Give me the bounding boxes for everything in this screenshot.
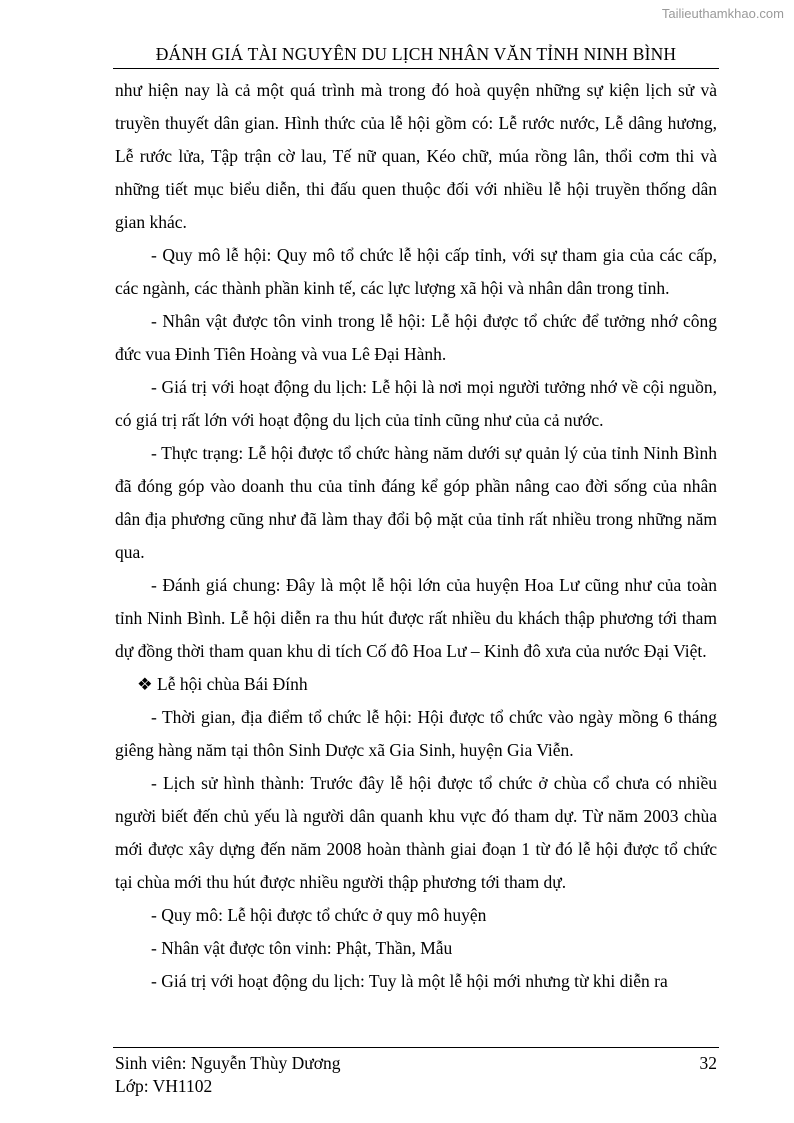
paragraph: - Giá trị với hoạt động du lịch: Lễ hội là nơi mọi người tưởng nhớ về cội nguồn, có giá trị rất lớn với hoạt động du lịch của tỉnh cũng như của cả nước.: [115, 377, 717, 430]
watermark: Tailieuthamkhao.com: [661, 6, 784, 21]
page-footer: [115, 1052, 717, 1098]
paragraph: - Thực trạng: Lễ hội được tổ chức hàng năm dưới sự quản lý của tỉnh Ninh Bình đã đóng góp vào doanh thu của tỉnh đáng kể góp phần nâng cao đời sống của nhân dân địa phương cũng như đã làm thay đổi bộ mặt của tỉnh rất nhiều trong những năm qua.: [115, 443, 717, 562]
paragraph: - Thời gian, địa điểm tổ chức lễ hội: Hội được tổ chức vào ngày mồng 6 tháng giêng hàng năm tại thôn Sinh Dược xã Gia Sinh, huyện Gia Viễn.: [115, 707, 717, 760]
section-heading-text: Lễ hội chùa Bái Đính: [157, 674, 308, 694]
paragraph: - Đánh giá chung: Đây là một lễ hội lớn của huyện Hoa Lư cũng như của toàn tỉnh Ninh Bình. Lễ hội diễn ra thu hút được rất nhiều du khách thập phương tới tham dự đồng thời tham quan khu di tích Cố đô Hoa Lư – Kinh đô xưa của nước Đại Việt.: [115, 575, 717, 661]
header-divider: [113, 68, 719, 69]
paragraph: - Quy mô: Lễ hội được tổ chức ở quy mô huyện: [151, 905, 487, 925]
paragraph: - Nhân vật được tôn vinh trong lễ hội: Lễ hội được tổ chức để tưởng nhớ công đức vua Đinh Tiên Hoàng và vua Lê Đại Hành.: [115, 311, 717, 364]
footer-class: Lớp: VH1102: [115, 1076, 213, 1096]
page-number: 32: [699, 1053, 717, 1073]
paragraph: - Giá trị với hoạt động du lịch: Tuy là một lễ hội mới nhưng từ khi diễn ra: [151, 971, 668, 991]
document-body: [115, 74, 717, 998]
paragraph: - Lịch sử hình thành: Trước đây lễ hội được tổ chức ở chùa cổ chưa có nhiều người biết đến chủ yếu là người dân quanh khu vực đó tham dự. Từ năm 2003 chùa mới được xây dựng đến năm 2008 hoàn thành giai đoạn 1 từ đó lễ hội được tổ chức tại chùa mới thu hút được nhiều người thập phương tới tham dự.: [115, 773, 717, 892]
page-header-title: ĐÁNH GIÁ TÀI NGUYÊN DU LỊCH NHÂN VĂN TỈNH NINH BÌNH: [155, 44, 677, 64]
footer-student: Sinh viên: Nguyễn Thùy Dương: [115, 1053, 341, 1073]
paragraph: - Quy mô lễ hội: Quy mô tổ chức lễ hội cấp tỉnh, với sự tham gia của các cấp, các ngành, các thành phần kinh tế, các lực lượng xã hội và nhân dân trong tỉnh.: [115, 245, 717, 298]
footer-divider: [113, 1047, 719, 1048]
section-heading: [115, 668, 717, 701]
diamond-bullet-icon: ❖: [137, 674, 153, 694]
paragraph: như hiện nay là cả một quá trình mà trong đó hoà quyện những sự kiện lịch sử và truyền thuyết dân gian. Hình thức của lễ hội gồm có: Lễ rước nước, Lễ dâng hương, Lễ rước lửa, Tập trận cờ lau, Tế nữ quan, Kéo chữ, múa rồng lân, thổi cơm thi và những tiết mục biểu diễn, thi đấu quen thuộc đối với nhiều lễ hội truyền thống dân gian khác.: [115, 80, 717, 232]
paragraph: - Nhân vật được tôn vinh: Phật, Thần, Mẫu: [151, 938, 453, 958]
